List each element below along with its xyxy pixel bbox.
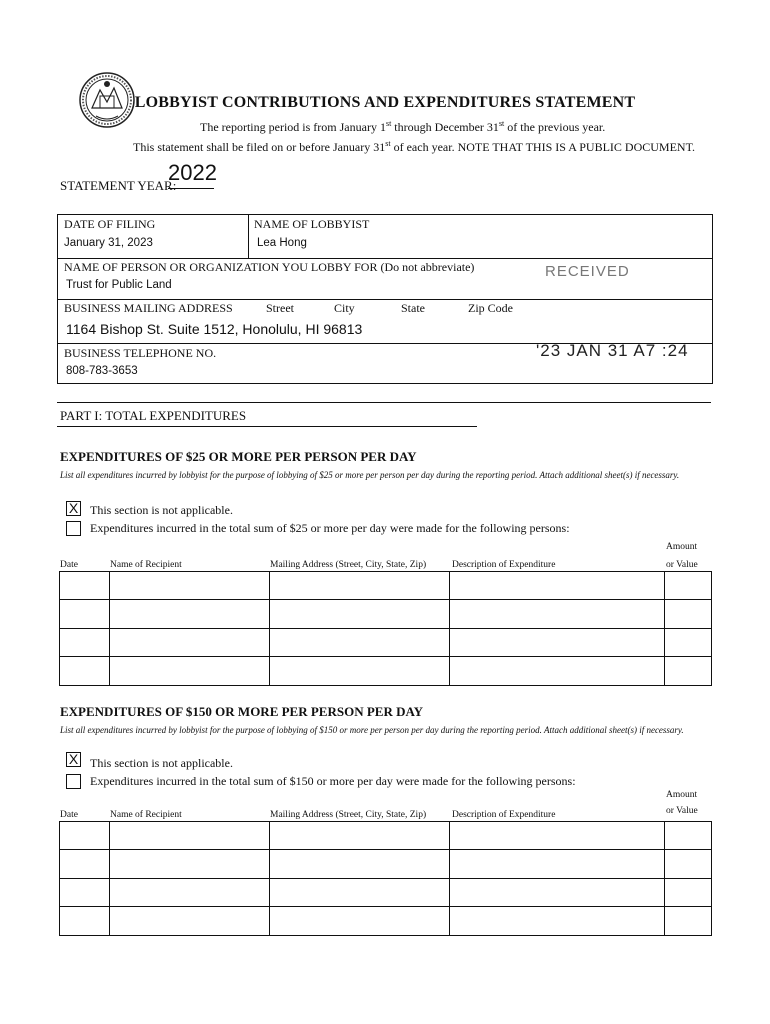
city-label: City — [334, 301, 355, 315]
table-cell[interactable] — [450, 600, 665, 629]
reporting-period-text: The reporting period is from January 1st through December 31st of the previous year. — [200, 119, 606, 134]
table-cell[interactable] — [269, 657, 450, 686]
telephone-field[interactable]: 808-783-3653 — [66, 365, 138, 377]
statement-year-field[interactable]: 2022 — [168, 160, 214, 189]
table-row — [60, 850, 712, 879]
table-row — [60, 907, 712, 936]
table-cell[interactable] — [665, 657, 712, 686]
table-cell[interactable] — [665, 572, 712, 600]
part-one-title: PART I: TOTAL EXPENDITURES — [60, 408, 247, 423]
table-cell[interactable] — [109, 879, 269, 907]
table-cell[interactable] — [450, 850, 665, 879]
table-cell[interactable] — [60, 850, 110, 879]
section-150-incurred-label: Expenditures incurred in the total sum of $150 or more per day were made for the following persons: — [90, 774, 576, 788]
filing-info-box — [57, 214, 713, 384]
col-address: Mailing Address (Street, City, State, Zip) — [270, 810, 427, 820]
table-cell[interactable] — [60, 879, 110, 907]
section-150-title: EXPENDITURES OF $150 OR MORE PER PERSON PER DAY — [60, 704, 424, 719]
state-label: State — [401, 301, 425, 315]
table-cell[interactable] — [269, 850, 450, 879]
table-cell[interactable] — [450, 879, 665, 907]
statement-year-label: STATEMENT YEAR: — [60, 178, 177, 193]
table-cell[interactable] — [269, 822, 450, 850]
mailing-address-field[interactable]: 1164 Bishop St. Suite 1512, Honolulu, HI 96813 — [66, 321, 363, 337]
form-title: LOBBYIST CONTRIBUTIONS AND EXPENDITURES STATEMENT — [134, 94, 636, 111]
col-amount: Amount — [666, 542, 698, 552]
table-cell[interactable] — [665, 600, 712, 629]
table-cell[interactable] — [109, 629, 269, 657]
table-cell[interactable] — [60, 572, 110, 600]
table-cell[interactable] — [109, 600, 269, 629]
table-cell[interactable] — [665, 879, 712, 907]
table-cell[interactable] — [269, 600, 450, 629]
table-cell[interactable] — [665, 907, 712, 936]
table-cell[interactable] — [60, 822, 110, 850]
section-25-incurred-checkbox[interactable] — [66, 521, 81, 536]
col-address: Mailing Address (Street, City, State, Zip) — [270, 560, 427, 570]
received-stamp: RECEIVED — [545, 263, 630, 280]
section-25-not-applicable-label: This section is not applicable. — [90, 503, 233, 517]
table-cell[interactable] — [450, 572, 665, 600]
table-cell[interactable] — [269, 907, 450, 936]
street-label: Street — [266, 301, 294, 315]
table-cell[interactable] — [269, 879, 450, 907]
section-150-table — [59, 821, 712, 936]
organization-field[interactable]: Trust for Public Land — [66, 279, 172, 291]
mailing-address-label: BUSINESS MAILING ADDRESS — [64, 301, 233, 315]
table-cell[interactable] — [109, 657, 269, 686]
table-row — [60, 657, 712, 686]
date-of-filing-field[interactable]: January 31, 2023 — [64, 237, 153, 249]
table-cell[interactable] — [450, 907, 665, 936]
table-cell[interactable] — [60, 907, 110, 936]
table-cell[interactable] — [109, 572, 269, 600]
table-row — [60, 600, 712, 629]
section-150-not-applicable-label: This section is not applicable. — [90, 756, 233, 770]
table-row — [60, 629, 712, 657]
section-150-incurred-checkbox[interactable] — [66, 774, 81, 789]
table-cell[interactable] — [450, 629, 665, 657]
table-cell[interactable] — [269, 572, 450, 600]
col-description: Description of Expenditure — [452, 560, 556, 570]
table-row — [60, 879, 712, 907]
table-row — [60, 572, 712, 600]
date-of-filing-label: DATE OF FILING — [64, 217, 156, 231]
table-cell[interactable] — [665, 629, 712, 657]
part-one-top-rule — [57, 402, 711, 403]
col-amount-value: or Value — [666, 560, 698, 570]
table-cell[interactable] — [60, 600, 110, 629]
table-cell[interactable] — [60, 629, 110, 657]
part-one-rule — [57, 426, 477, 427]
section-150-not-applicable-checkbox[interactable]: X — [66, 752, 81, 767]
col-amount: Amount — [666, 790, 698, 800]
table-cell[interactable] — [60, 657, 110, 686]
table-cell[interactable] — [450, 657, 665, 686]
table-cell[interactable] — [109, 850, 269, 879]
col-date: Date — [60, 560, 78, 570]
col-amount-value: or Value — [666, 806, 698, 816]
filing-deadline-text: This statement shall be filed on or before January 31st of each year. NOTE THAT THIS IS A PUBLIC DOCUMENT. — [133, 139, 696, 154]
table-cell[interactable] — [109, 822, 269, 850]
date-received-stamp: '23 JAN 31 A7 :24 — [536, 341, 689, 360]
table-cell[interactable] — [109, 907, 269, 936]
table-row — [60, 822, 712, 850]
lobbyist-name-field[interactable]: Lea Hong — [257, 237, 307, 249]
table-cell[interactable] — [450, 822, 665, 850]
section-25-title: EXPENDITURES OF $25 OR MORE PER PERSON PER DAY — [60, 449, 417, 464]
section-150-note: List all expenditures incurred by lobbyist for the purpose of lobbying of $150 or more per person per day during the reporting period. Attach additional sheet(s) if necessary. — [60, 725, 684, 735]
col-recipient: Name of Recipient — [110, 810, 182, 820]
lobbyist-name-label: NAME OF LOBBYIST — [254, 217, 370, 231]
section-25-not-applicable-checkbox[interactable]: X — [66, 501, 81, 516]
section-25-note: List all expenditures incurred by lobbyist for the purpose of lobbying of $25 or more per person per day during the reporting period. Attach additional sheet(s) if necessary. — [60, 470, 680, 480]
col-description: Description of Expenditure — [452, 810, 556, 820]
zip-code-label: Zip Code — [468, 301, 513, 315]
table-cell[interactable] — [665, 822, 712, 850]
col-date: Date — [60, 810, 78, 820]
section-25-table — [59, 571, 712, 686]
telephone-label: BUSINESS TELEPHONE NO. — [64, 346, 217, 360]
section-25-incurred-label: Expenditures incurred in the total sum of $25 or more per day were made for the following persons: — [90, 521, 570, 535]
organization-label: NAME OF PERSON OR ORGANIZATION YOU LOBBY FOR (Do not abbreviate) — [64, 260, 475, 274]
table-cell[interactable] — [665, 850, 712, 879]
col-recipient: Name of Recipient — [110, 560, 182, 570]
table-cell[interactable] — [269, 629, 450, 657]
